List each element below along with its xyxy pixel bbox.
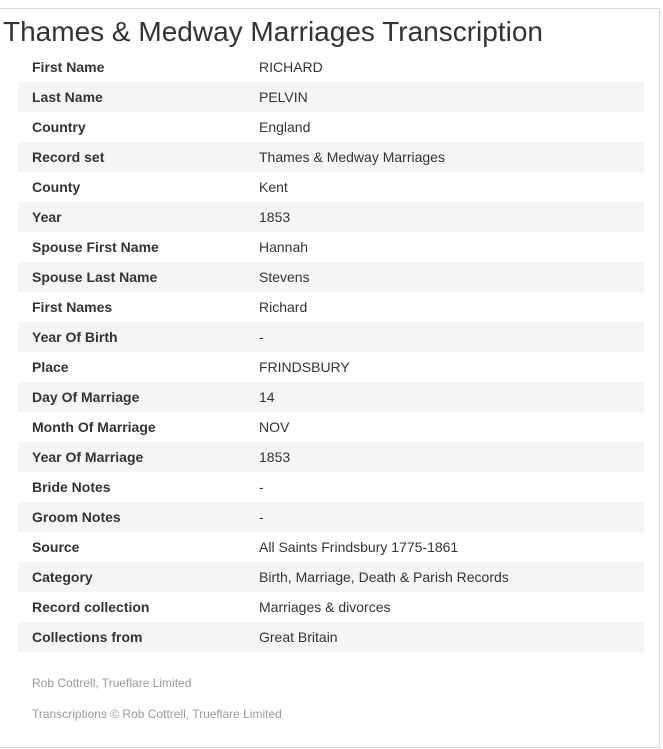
field-label-place: Place xyxy=(32,359,69,375)
field-value-spouse-first-name: Hannah xyxy=(259,239,309,255)
table-row xyxy=(18,262,644,292)
table-row xyxy=(18,52,644,82)
field-value-spouse-last-name: Stevens xyxy=(259,269,310,285)
table-row xyxy=(18,532,644,562)
field-value-month-of-marriage: NOV xyxy=(259,419,290,435)
field-value-record-collection: Marriages & divorces xyxy=(259,599,391,615)
field-value-record-set: Thames & Medway Marriages xyxy=(259,149,445,165)
field-value-category: Birth, Marriage, Death & Parish Records xyxy=(259,569,509,585)
field-label-spouse-first-name: Spouse First Name xyxy=(32,239,159,255)
field-value-place: FRINDSBURY xyxy=(259,359,350,375)
field-label-groom-notes: Groom Notes xyxy=(32,509,121,525)
table-row xyxy=(18,82,644,112)
table-row xyxy=(18,412,644,442)
field-value-first-name: RICHARD xyxy=(259,59,323,75)
table-row xyxy=(18,382,644,412)
table-row xyxy=(18,502,644,532)
table-row xyxy=(18,472,644,502)
field-label-bride-notes: Bride Notes xyxy=(32,479,111,495)
field-label-first-names: First Names xyxy=(32,299,113,315)
table-row xyxy=(18,622,644,652)
field-value-first-names: Richard xyxy=(259,299,308,315)
field-label-last-name: Last Name xyxy=(32,89,103,105)
table-row xyxy=(18,322,644,352)
table-row xyxy=(18,592,644,622)
footer-author: Rob Cottrell, Trueflare Limited xyxy=(32,676,192,690)
field-label-source: Source xyxy=(32,539,80,555)
field-label-category: Category xyxy=(32,569,93,585)
table-row xyxy=(18,142,644,172)
table-row xyxy=(18,292,644,322)
field-label-month-of-marriage: Month Of Marriage xyxy=(32,419,156,435)
transcription-table xyxy=(18,52,644,652)
field-label-year-of-birth: Year Of Birth xyxy=(32,329,118,345)
field-label-first-name: First Name xyxy=(32,59,105,75)
table-row xyxy=(18,112,644,142)
field-value-day-of-marriage: 14 xyxy=(259,389,275,405)
field-label-collections-from: Collections from xyxy=(32,629,143,645)
field-value-county: Kent xyxy=(259,179,288,195)
field-label-county: County xyxy=(32,179,81,195)
field-value-year: 1853 xyxy=(259,209,291,225)
field-value-bride-notes: - xyxy=(259,479,264,495)
table-row xyxy=(18,202,644,232)
field-value-country: England xyxy=(259,119,311,135)
field-value-collections-from: Great Britain xyxy=(259,629,338,645)
footer-copyright: Transcriptions © Rob Cottrell, Trueflare Limited xyxy=(32,707,282,721)
table-row xyxy=(18,562,644,592)
field-value-year-of-marriage: 1853 xyxy=(259,449,291,465)
field-label-record-set: Record set xyxy=(32,149,105,165)
page-title: Thames & Medway Marriages Transcription xyxy=(3,16,543,47)
field-label-year: Year xyxy=(32,209,62,225)
table-row xyxy=(18,442,644,472)
field-label-record-collection: Record collection xyxy=(32,599,150,615)
field-value-groom-notes: - xyxy=(259,509,264,525)
field-label-day-of-marriage: Day Of Marriage xyxy=(32,389,140,405)
field-label-spouse-last-name: Spouse Last Name xyxy=(32,269,158,285)
table-row xyxy=(18,232,644,262)
table-row xyxy=(18,172,644,202)
table-row xyxy=(18,352,644,382)
field-value-year-of-birth: - xyxy=(259,329,264,345)
field-value-source: All Saints Frindsbury 1775-1861 xyxy=(259,539,459,555)
field-value-last-name: PELVIN xyxy=(259,89,308,105)
field-label-year-of-marriage: Year Of Marriage xyxy=(32,449,144,465)
field-label-country: Country xyxy=(32,119,86,135)
